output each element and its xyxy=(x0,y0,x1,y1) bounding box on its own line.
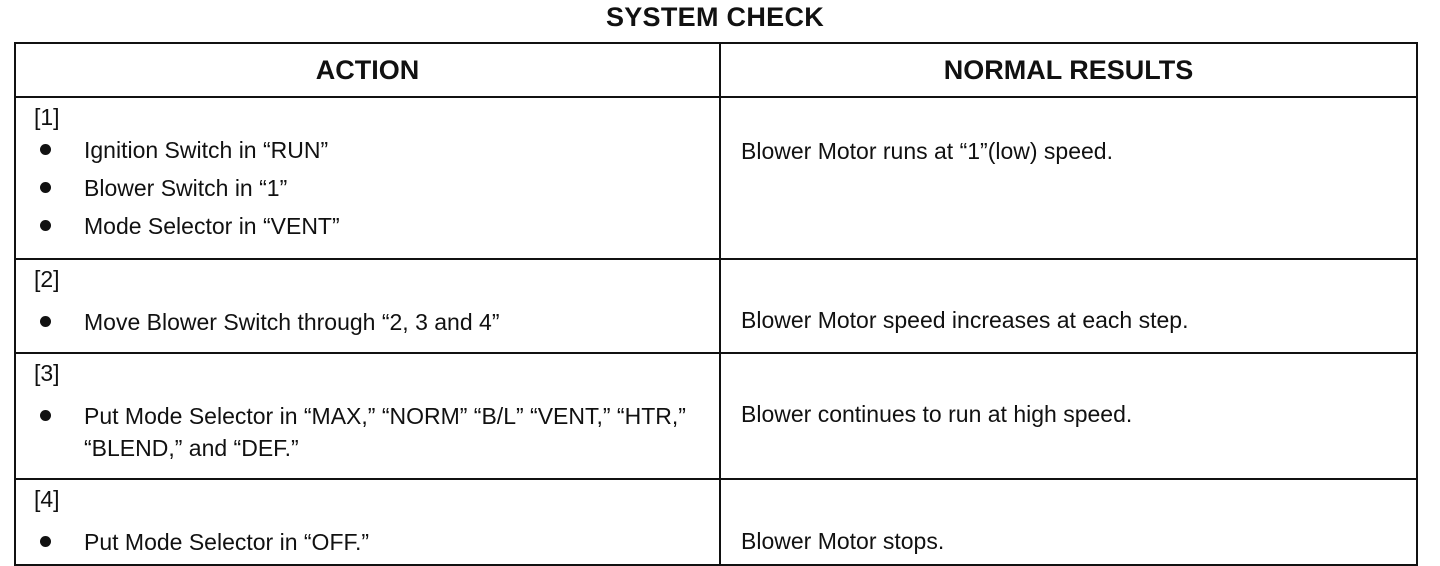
action-item xyxy=(36,526,719,558)
bullet-icon xyxy=(40,144,51,155)
action-cell xyxy=(15,97,720,259)
action-item xyxy=(36,400,719,464)
action-list xyxy=(16,134,719,242)
action-item xyxy=(36,306,719,338)
table-row xyxy=(15,97,1417,259)
step-number: [1] xyxy=(34,104,60,130)
action-cell xyxy=(15,479,720,565)
action-list xyxy=(16,400,719,464)
system-check-table xyxy=(14,42,1418,566)
result-cell xyxy=(720,97,1417,259)
table-header-row xyxy=(15,43,1417,97)
result-text: Blower Motor runs at “1”(low) speed. xyxy=(741,138,1113,164)
bullet-icon xyxy=(40,316,51,327)
action-text: Put Mode Selector in “OFF.” xyxy=(84,529,370,555)
result-text: Blower continues to run at high speed. xyxy=(741,401,1133,427)
result-text: Blower Motor stops. xyxy=(741,528,945,554)
step-number: [3] xyxy=(34,360,60,386)
table-row xyxy=(15,479,1417,565)
action-item xyxy=(36,210,719,242)
action-list xyxy=(16,526,719,558)
result-text: Blower Motor speed increases at each step. xyxy=(741,307,1189,333)
result-cell xyxy=(720,353,1417,479)
step-number: [2] xyxy=(34,266,60,292)
result-cell xyxy=(720,259,1417,353)
page-title: SYSTEM CHECK xyxy=(605,2,825,32)
action-text: Ignition Switch in “RUN” xyxy=(84,137,329,163)
step-number: [4] xyxy=(34,486,60,512)
result-cell xyxy=(720,479,1417,565)
bullet-icon xyxy=(40,536,51,547)
action-item xyxy=(36,134,719,166)
action-text: Blower Switch in “1” xyxy=(84,175,288,201)
action-cell xyxy=(15,353,720,479)
action-text: Put Mode Selector in “MAX,” “NORM” “B/L” “VENT,” “HTR,” “BLEND,” and “DEF.” xyxy=(84,403,686,461)
action-list xyxy=(16,306,719,338)
action-cell xyxy=(15,259,720,353)
bullet-icon xyxy=(40,182,51,193)
table-row xyxy=(15,259,1417,353)
table-row xyxy=(15,353,1417,479)
action-text: Move Blower Switch through “2, 3 and 4” xyxy=(84,309,500,335)
bullet-icon xyxy=(40,410,51,421)
normal-results-column-header: NORMAL RESULTS xyxy=(720,43,1417,97)
action-column-header: ACTION xyxy=(15,43,720,97)
action-text: Mode Selector in “VENT” xyxy=(84,213,340,239)
action-item xyxy=(36,172,719,204)
bullet-icon xyxy=(40,220,51,231)
